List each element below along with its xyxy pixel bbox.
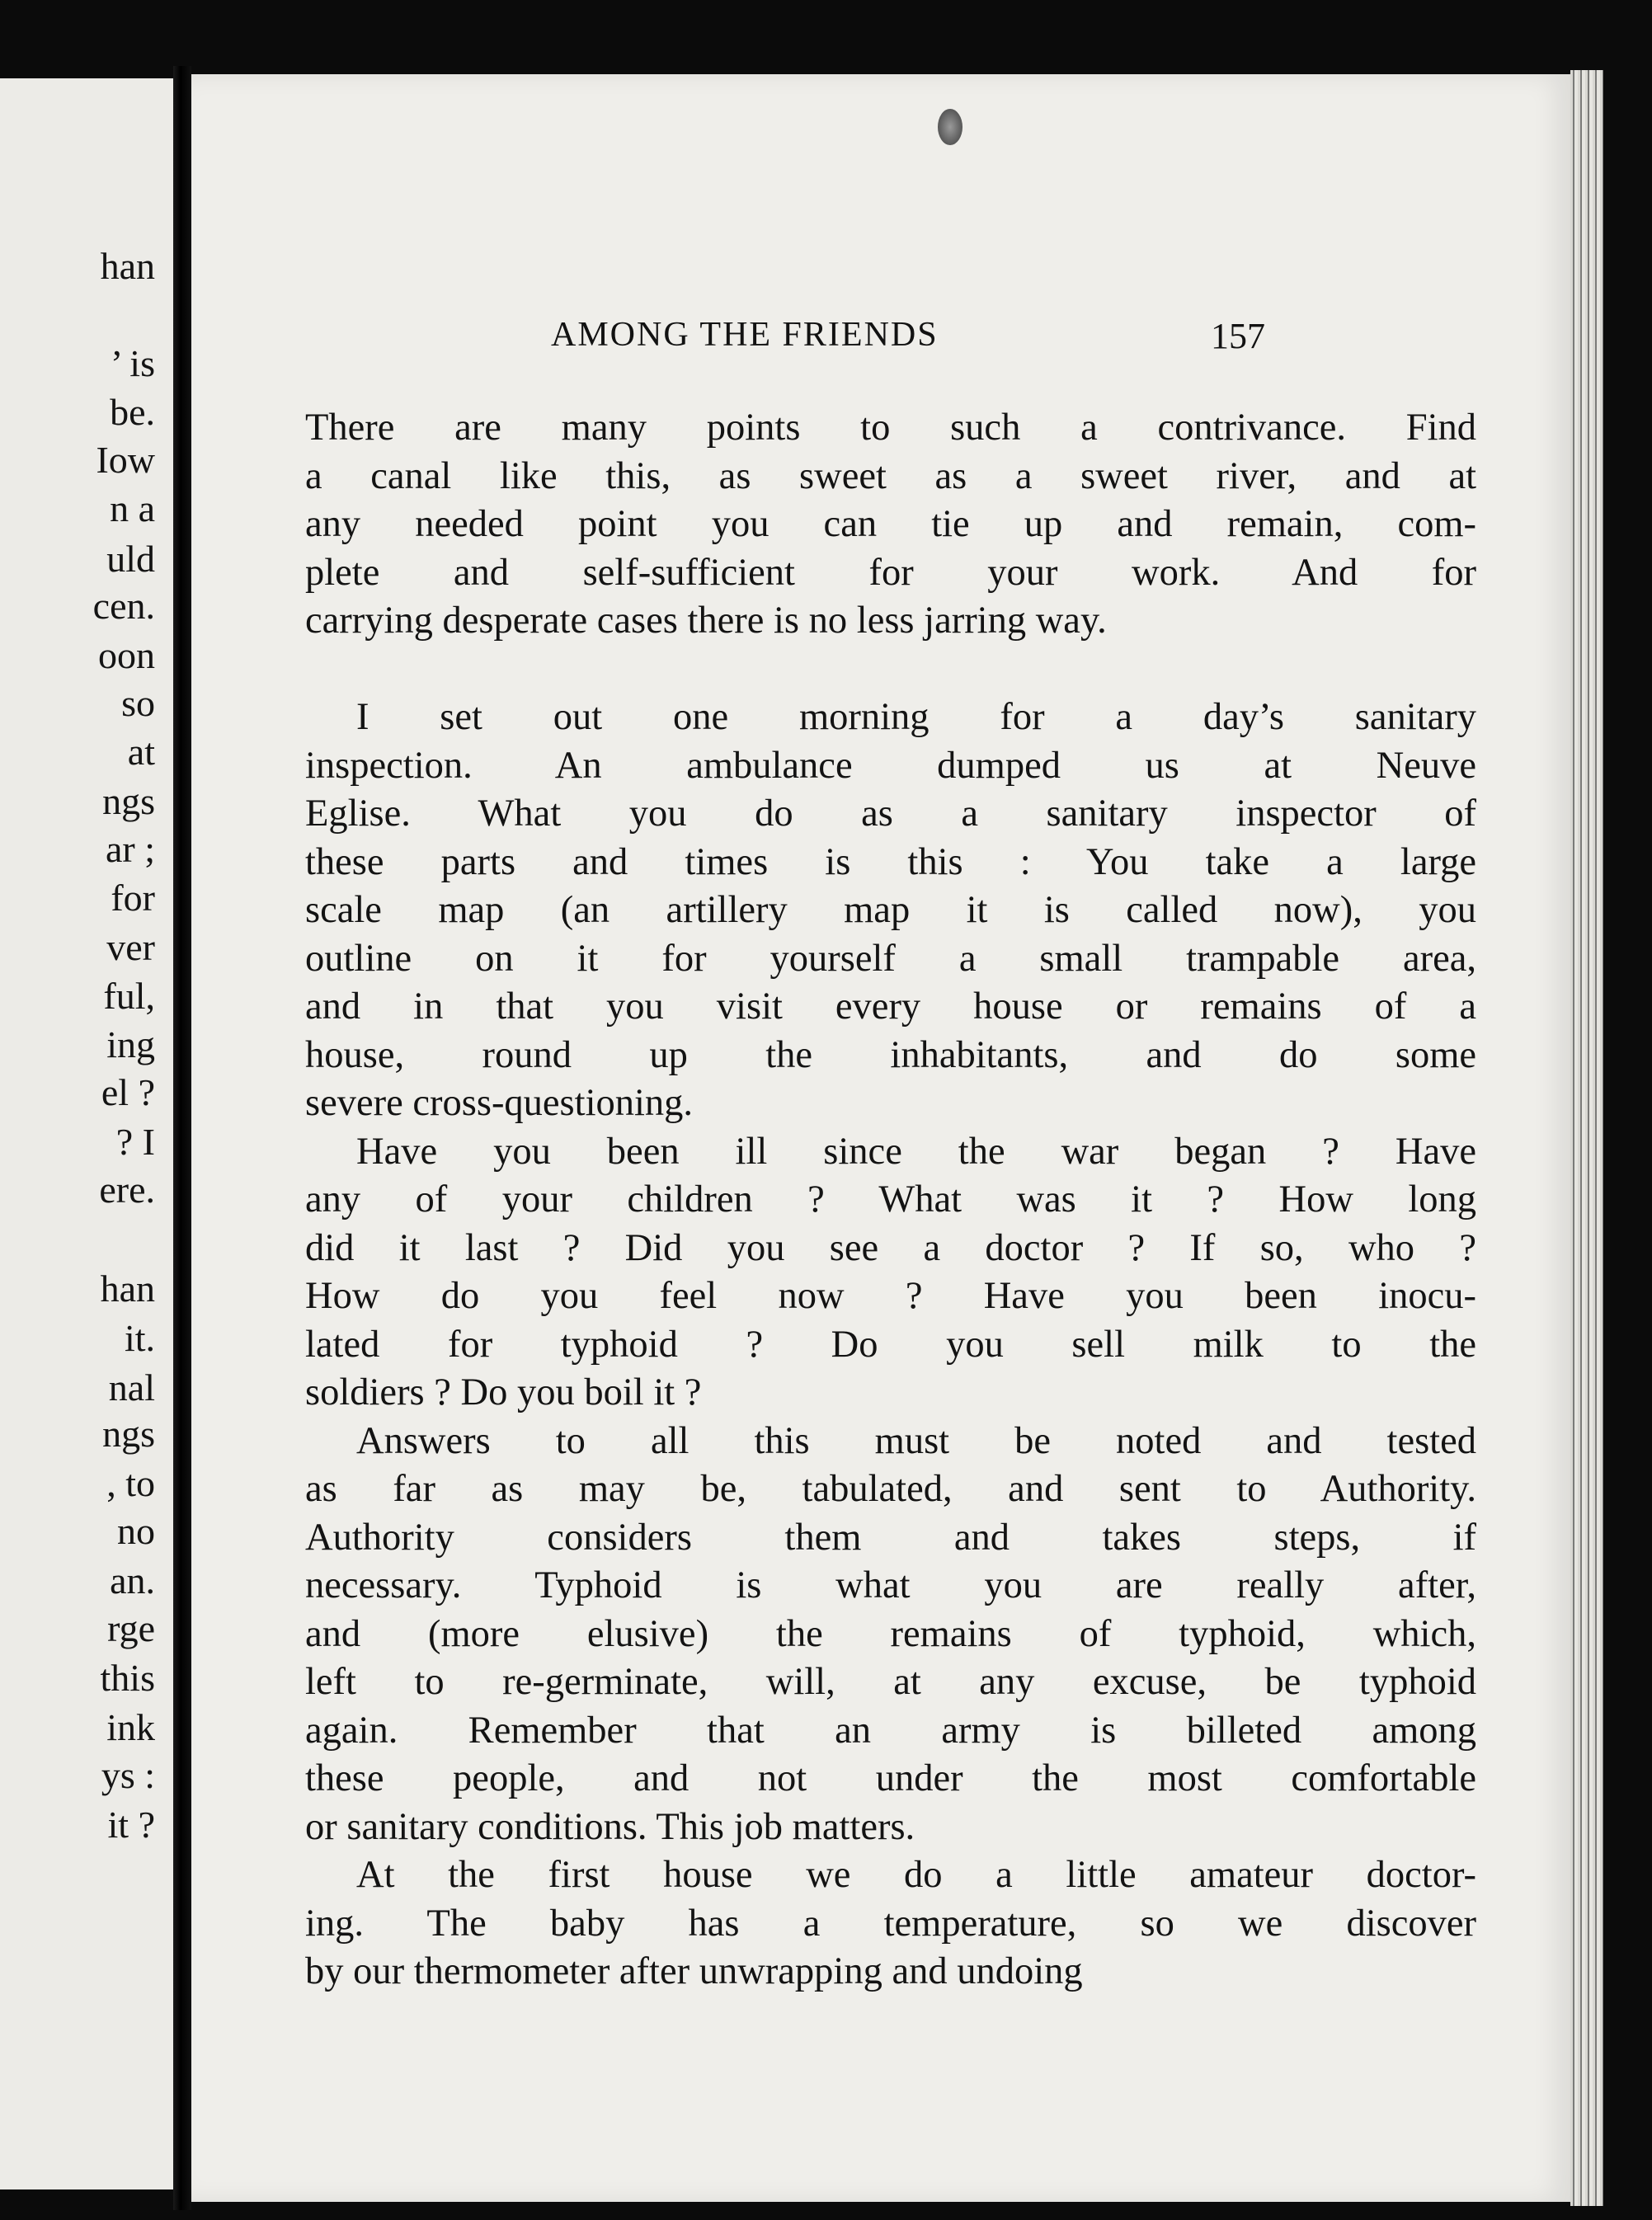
left-page-fragment: han	[100, 245, 155, 287]
left-page-fragment: ys :	[101, 1754, 155, 1796]
left-page-fragment: han	[100, 1268, 155, 1310]
page-stack-edge	[1570, 70, 1603, 2206]
running-head: AMONG THE FRIENDS	[551, 316, 939, 354]
text-line: left to re-germinate, will, at any excuse, be typhoid	[305, 1661, 1476, 1703]
left-page-fragment: it.	[124, 1317, 155, 1359]
left-page-fragment: so	[121, 682, 155, 724]
left-page-fragment: ’ is	[110, 342, 155, 384]
text-line: by our thermometer after unwrapping and undoing	[305, 1950, 1083, 1992]
text-line: necessary. Typhoid is what you are really after,	[305, 1564, 1476, 1606]
text-line: I set out one morning for a day’s sanitary	[356, 696, 1476, 738]
left-page-fragment: no	[117, 1510, 155, 1552]
book-page	[191, 74, 1570, 2202]
left-page-fragment: ngs	[102, 780, 155, 822]
page-number: 157	[1211, 316, 1265, 356]
left-page-fragment: uld	[106, 538, 155, 580]
left-page-fragment: ? I	[115, 1121, 155, 1163]
left-page-fragment: ink	[106, 1706, 155, 1748]
left-page-fragment: ful,	[103, 975, 155, 1017]
text-line: or sanitary conditions. This job matters.	[305, 1805, 915, 1848]
left-page-fragment: rge	[107, 1607, 155, 1649]
left-page-fragment: an.	[110, 1559, 155, 1602]
left-page-fragment: nal	[108, 1366, 155, 1409]
text-line: and in that you visit every house or remains of a	[305, 985, 1476, 1028]
left-page-fragment: , to	[106, 1462, 155, 1504]
text-line: Authority considers them and takes steps, if	[305, 1516, 1476, 1559]
left-page-fragment: this	[100, 1657, 155, 1699]
book-gutter	[173, 66, 191, 2210]
text-line: scale map (an artillery map it is called now), you	[305, 889, 1476, 931]
text-line: any needed point you can tie up and remain, com-	[305, 503, 1476, 545]
left-page-fragment: cen.	[92, 585, 155, 627]
text-line: inspection. An ambulance dumped us at Neuve	[305, 744, 1476, 787]
text-line: outline on it for yourself a small trampable area,	[305, 937, 1476, 980]
text-line: house, round up the inhabitants, and do some	[305, 1033, 1476, 1076]
left-page-fragment: Iow	[96, 439, 155, 481]
text-line: Eglise. What you do as a sanitary inspector of	[305, 793, 1476, 835]
text-line: these parts and times is this : You take a large	[305, 840, 1476, 883]
left-page-fragment: el ?	[101, 1071, 155, 1113]
text-line: as far as may be, tabulated, and sent to Authority.	[305, 1468, 1476, 1510]
text-line: any of your children ? What was it ? How long	[305, 1178, 1476, 1221]
text-line: ing. The baby has a temperature, so we discover	[305, 1902, 1476, 1945]
text-line: again. Remember that an army is billeted among	[305, 1709, 1476, 1752]
left-page-fragment: be.	[110, 391, 155, 433]
previous-page-fragment	[0, 78, 173, 2189]
text-line: carrying desperate cases there is no less jarring way.	[305, 600, 1107, 642]
text-line: At the first house we do a little amateur doctor-	[356, 1854, 1476, 1896]
text-line: plete and self-sufficient for your work. And for	[305, 551, 1476, 594]
body-text	[305, 404, 1476, 1997]
text-line: severe cross-questioning.	[305, 1082, 694, 1124]
left-page-fragment: ere.	[99, 1169, 155, 1211]
text-line: soldiers ? Do you boil it ?	[305, 1371, 702, 1413]
text-line: and (more elusive) the remains of typhoid, which,	[305, 1612, 1476, 1655]
paragraph-gap	[305, 646, 1476, 694]
left-page-fragment: at	[127, 731, 155, 773]
text-line: these people, and not under the most comfortable	[305, 1757, 1476, 1799]
text-line: lated for typhoid ? Do you sell milk to the	[305, 1323, 1476, 1366]
text-line: did it last ? Did you see a doctor ? If so, who ?	[305, 1226, 1476, 1269]
text-line: There are many points to such a contrivance. Find	[305, 407, 1476, 449]
text-line: a canal like this, as sweet as a sweet river, and at	[305, 454, 1476, 497]
left-page-fragment: for	[111, 877, 155, 919]
left-page-fragment: ar ;	[105, 828, 155, 870]
left-page-fragment: ing	[106, 1023, 155, 1065]
left-page-fragment: oon	[98, 634, 155, 676]
ink-blot	[938, 109, 962, 145]
left-page-fragment: ngs	[102, 1413, 155, 1455]
left-page-fragment: ver	[106, 926, 155, 968]
text-line: How do you feel now ? Have you been inocu-	[305, 1275, 1476, 1317]
text-line: Have you been ill since the war began ? Have	[356, 1130, 1476, 1173]
text-line: Answers to all this must be noted and tested	[356, 1419, 1476, 1462]
left-page-fragment: n a	[110, 487, 155, 529]
left-page-fragment: it ?	[107, 1804, 155, 1846]
